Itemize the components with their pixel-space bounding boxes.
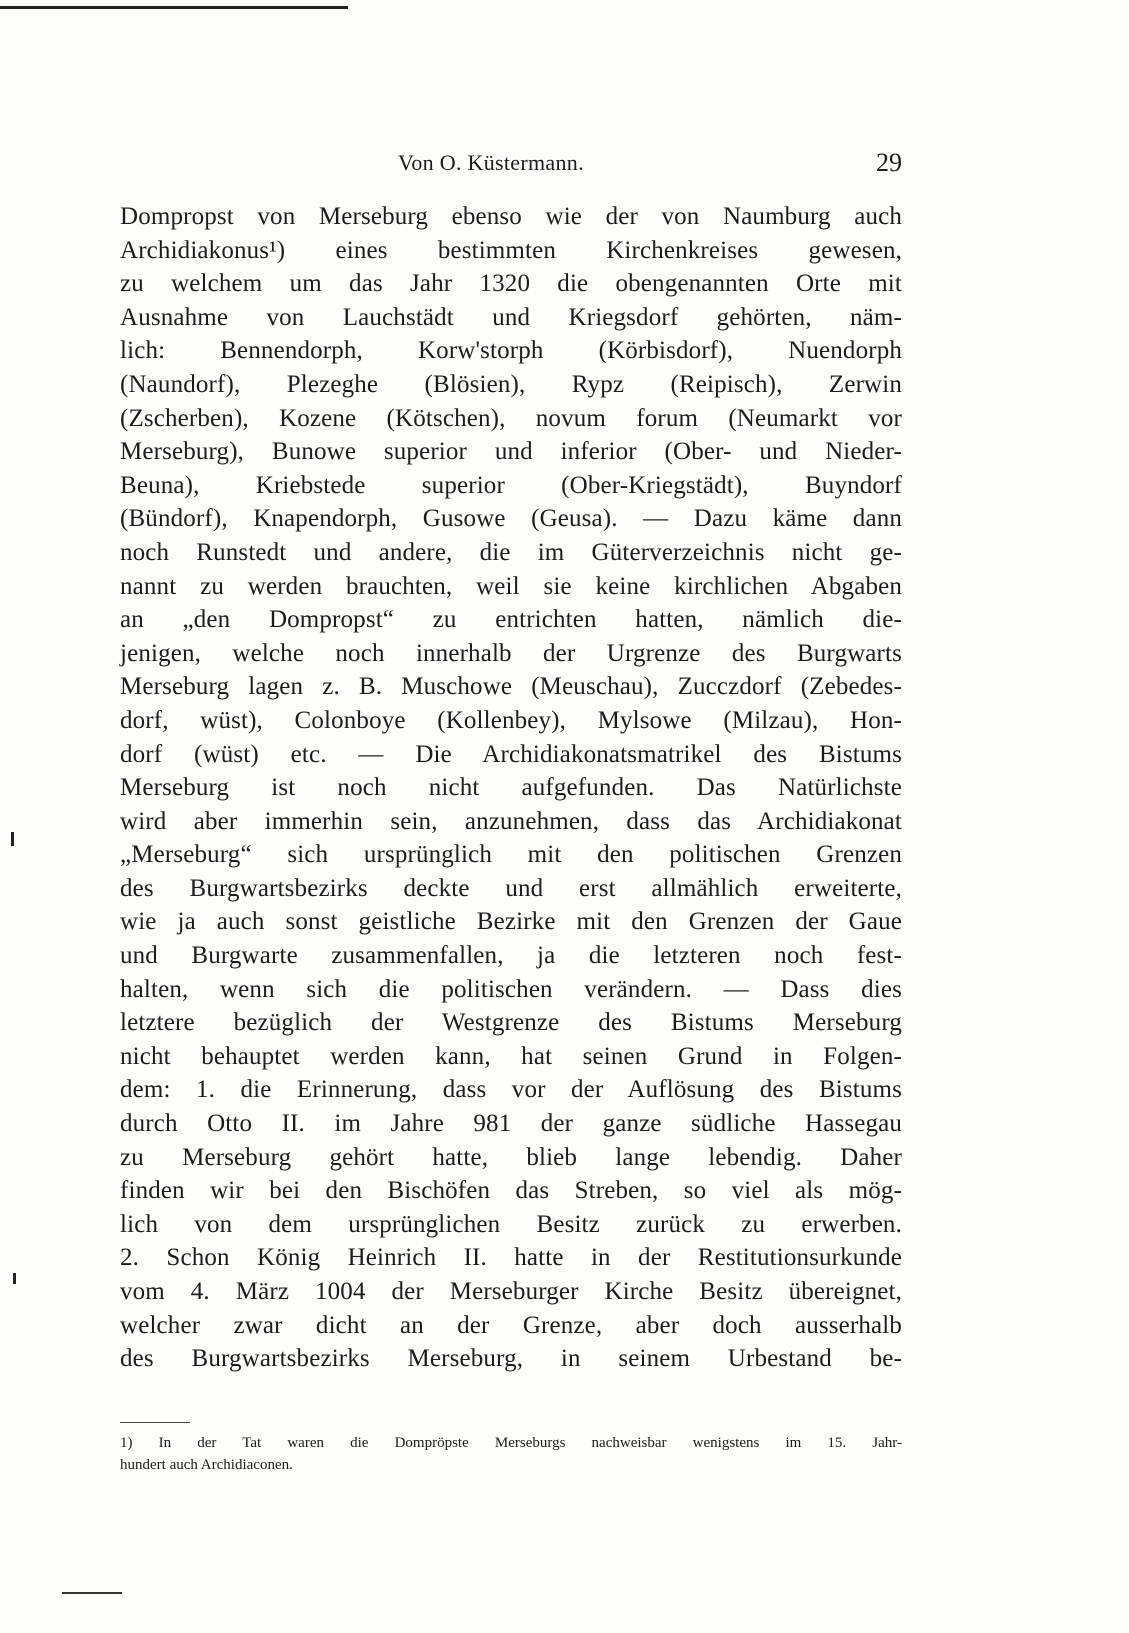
text-line: „Merseburg“ sich ursprünglich mit den politischen Grenzen: [120, 841, 902, 869]
text-line: und Burgwarte zusammenfallen, ja die letzteren noch fest-: [120, 942, 902, 970]
text-line: nicht behauptet werden kann, hat seinen Grund in Folgen-: [120, 1042, 902, 1070]
body-text: [120, 200, 902, 1376]
text-line: noch Runstedt und andere, die im Güterverzeichnis nicht ge-: [120, 538, 902, 566]
text-line: jenigen, welche noch innerhalb der Urgrenze des Burgwarts: [120, 639, 902, 667]
text-line: des Burgwartsbezirks Merseburg, in seinem Urbestand be-: [120, 1345, 902, 1373]
text-line: lich: Bennendorph, Korw'storph (Körbisdorf), Nuendorph: [120, 337, 902, 365]
footnote: [120, 1432, 902, 1476]
text-line: zu Merseburg gehört hatte, blieb lange lebendig. Daher: [120, 1143, 902, 1171]
text-line: dem: 1. die Erinnerung, dass vor der Auflösung des Bistums: [120, 1076, 902, 1104]
text-line: Merseburg ist noch nicht aufgefunden. Das Natürlichste: [120, 774, 902, 802]
running-title: Von O. Küstermann.: [398, 150, 584, 175]
text-line: (Bündorf), Knapendorph, Gusowe (Geusa). — Dazu käme dann: [120, 505, 902, 533]
text-line: vom 4. März 1004 der Merseburger Kirche Besitz übereignet,: [120, 1278, 902, 1305]
text-line: dorf, wüst), Colonboye (Kollenbey), Mylsowe (Milzau), Hon-: [120, 706, 902, 734]
text-line: Dompropst von Merseburg ebenso wie der von Naumburg auch: [120, 203, 902, 230]
text-line: des Burgwartsbezirks deckte und erst allmählich erweiterte,: [120, 874, 902, 902]
text-line: zu welchem um das Jahr 1320 die obengenannten Orte mit: [120, 270, 902, 298]
margin-mark: [11, 832, 14, 846]
text-line: welcher zwar dicht an der Grenze, aber doch ausserhalb: [120, 1311, 902, 1339]
page-number: 29: [876, 148, 902, 177]
text-line: an „den Dompropst“ zu entrichten hatten, nämlich die-: [120, 606, 902, 634]
bottom-edge-rule: [62, 1592, 122, 1594]
text-line: Merseburg), Bunowe superior und inferior (Ober- und Nieder-: [120, 438, 902, 466]
text-line: finden wir bei den Bischöfen das Streben, so viel als mög-: [120, 1177, 902, 1205]
footnote-line: 1) In der Tat waren die Dompröpste Merseburgs nachweisbar wenigstens im 15. Jahr-: [120, 1435, 902, 1451]
margin-mark: [13, 1273, 16, 1284]
text-line: (Zscherben), Kozene (Kötschen), novum forum (Neumarkt vor: [120, 404, 902, 432]
text-line: dorf (wüst) etc. — Die Archidiakonatsmatrikel des Bistums: [120, 740, 902, 768]
text-line: durch Otto II. im Jahre 981 der ganze südliche Hassegau: [120, 1110, 902, 1138]
text-line: halten, wenn sich die politischen verändern. — Dass dies: [120, 975, 902, 1003]
text-line: lich von dem ursprünglichen Besitz zurück zu erwerben.: [120, 1210, 902, 1238]
text-line: Ausnahme von Lauchstädt und Kriegsdorf gehörten, näm-: [120, 303, 902, 331]
text-line: Archidiakonus¹) eines bestimmten Kirchenkreises gewesen,: [120, 236, 902, 264]
text-line: 2. Schon König Heinrich II. hatte in der Restitutionsurkunde: [120, 1244, 902, 1272]
text-line: (Naundorf), Plezeghe (Blösien), Rypz (Reipisch), Zerwin: [120, 370, 902, 398]
top-edge-rule: [0, 6, 348, 9]
text-line: Merseburg lagen z. B. Muschowe (Meuschau), Zucczdorf (Zebedes-: [120, 673, 902, 701]
text-line: wird aber immerhin sein, anzunehmen, dass das Archidiakonat: [120, 807, 902, 835]
page-header: [120, 150, 902, 180]
text-line: nannt zu werden brauchten, weil sie keine kirchlichen Abgaben: [120, 572, 902, 600]
text-line: Beuna), Kriebstede superior (Ober-Kriegstädt), Buyndorf: [120, 471, 902, 499]
footnote-separator: [120, 1422, 190, 1423]
text-line: wie ja auch sonst geistliche Bezirke mit den Grenzen der Gaue: [120, 908, 902, 936]
text-line: letztere bezüglich der Westgrenze des Bistums Merseburg: [120, 1009, 902, 1037]
footnote-line: hundert auch Archidiaconen.: [120, 1457, 293, 1473]
